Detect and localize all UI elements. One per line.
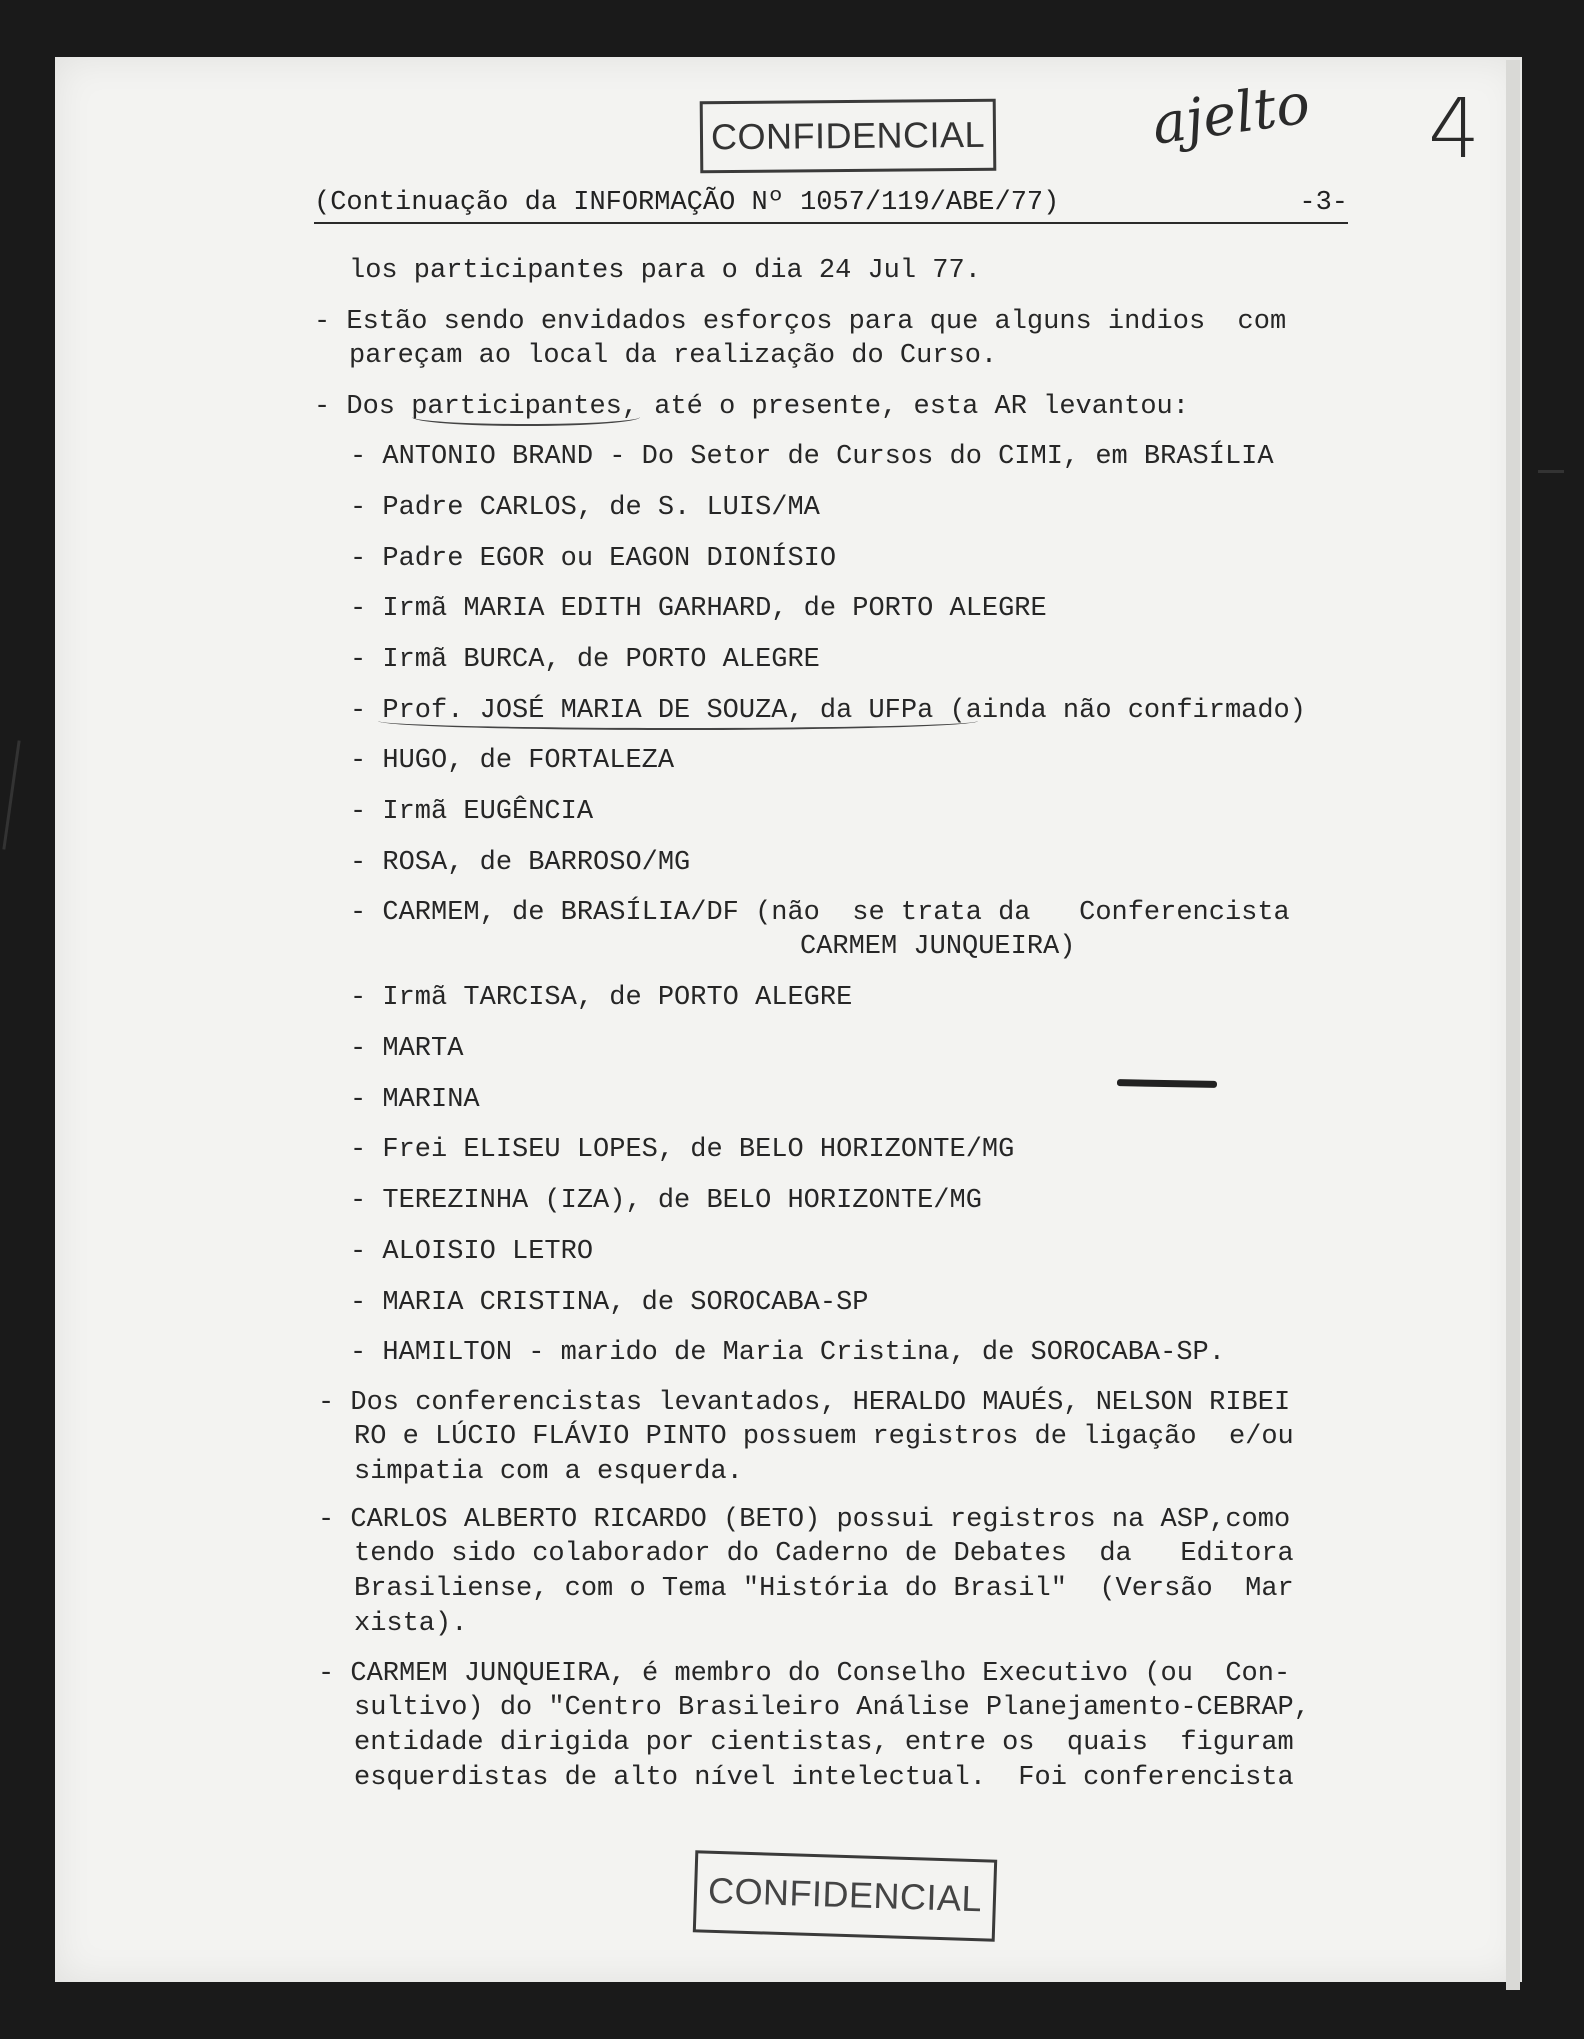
header-reference: (Continuação da INFORMAÇÃO Nº 1057/119/ABE/77) [314, 188, 1060, 218]
indios-item-line-2: pareçam ao local da realização do Curso. [349, 341, 998, 371]
participant-item: - Frei ELISEU LOPES, de BELO HORIZONTE/MG [350, 1135, 1015, 1165]
margin-scribble [2, 740, 20, 849]
handwritten-underline-participantes [412, 408, 640, 426]
paragraph-line: entidade dirigida por cientistas, entre os quais figuram [354, 1728, 1294, 1758]
paragraph-line: esquerdistas de alto nível intelectual. Foi conferencista [354, 1763, 1294, 1793]
confidential-stamp-bottom: CONFIDENCIAL [693, 1850, 997, 1941]
indios-item-line-1: - Estão sendo envidados esforços para que alguns indios com [314, 307, 1287, 337]
opening-line: los participantes para o dia 24 Jul 77. [349, 256, 981, 286]
participant-item: - Padre CARLOS, de S. LUIS/MA [350, 493, 820, 523]
participant-item: - TEREZINHA (IZA), de BELO HORIZONTE/MG [350, 1186, 982, 1216]
participant-item: - ALOISIO LETRO [350, 1237, 594, 1267]
handwritten-signature: ajelto [1148, 71, 1314, 158]
participant-item: - HAMILTON - marido de Maria Cristina, de SOROCABA-SP. [350, 1338, 1225, 1368]
handwritten-underline-prof [378, 712, 978, 730]
paragraph-line: - CARLOS ALBERTO RICARDO (BETO) possui registros na ASP,como [318, 1505, 1291, 1535]
participant-item: - Irmã EUGÊNCIA [350, 797, 594, 827]
participant-item: - ANTONIO BRAND - Do Setor de Cursos do CIMI, em BRASÍLIA [350, 442, 1274, 472]
paragraph-line: RO e LÚCIO FLÁVIO PINTO possuem registros de ligação e/ou [354, 1422, 1294, 1452]
page-edge [1506, 60, 1520, 1990]
participant-item: - MARINA [350, 1085, 480, 1115]
participant-item: - ROSA, de BARROSO/MG [350, 848, 691, 878]
paragraph-line: - CARMEM JUNQUEIRA, é membro do Conselho Executivo (ou Con- [318, 1659, 1291, 1689]
participant-item: - MARTA [350, 1034, 464, 1064]
participant-item: - MARIA CRISTINA, de SOROCABA-SP [350, 1288, 869, 1318]
participant-item: - Irmã MARIA EDITH GARHARD, de PORTO ALEGRE [350, 594, 1047, 624]
paragraph-line: - Dos conferencistas levantados, HERALDO MAUÉS, NELSON RIBEI [318, 1388, 1291, 1418]
participant-item: - Irmã TARCISA, de PORTO ALEGRE [350, 983, 853, 1013]
paragraph-line: xista). [354, 1609, 468, 1639]
participant-item: - Padre EGOR ou EAGON DIONÍSIO [350, 544, 837, 574]
paragraph-line: Brasiliense, com o Tema "História do Brasil" (Versão Mar [354, 1574, 1294, 1604]
confidential-stamp-top: CONFIDENCIAL [700, 99, 997, 174]
paragraph-line: tendo sido colaborador do Caderno de Debates da Editora [354, 1539, 1294, 1569]
paragraph-line: simpatia com a esquerda. [354, 1457, 743, 1487]
participant-item: - Irmã BURCA, de PORTO ALEGRE [350, 645, 820, 675]
margin-tick [1538, 470, 1564, 473]
participant-item-continuation: CARMEM JUNQUEIRA) [800, 932, 1076, 962]
participant-item: - Prof. JOSÉ MARIA DE SOUZA, da UFPa (ainda não confirmado) [350, 696, 1306, 726]
document-header [314, 184, 1348, 224]
header-page-number: -3- [1299, 188, 1348, 218]
handwritten-page-mark: 4 [1428, 82, 1481, 177]
paragraph-line: sultivo) do "Centro Brasileiro Análise Planejamento-CEBRAP, [354, 1693, 1310, 1723]
participant-item: - CARMEM, de BRASÍLIA/DF (não se trata da Conferencista [350, 898, 1290, 928]
participants-intro: - Dos participantes, até o presente, esta AR levantou: [314, 392, 1189, 422]
participant-item: - HUGO, de FORTALEZA [350, 746, 675, 776]
